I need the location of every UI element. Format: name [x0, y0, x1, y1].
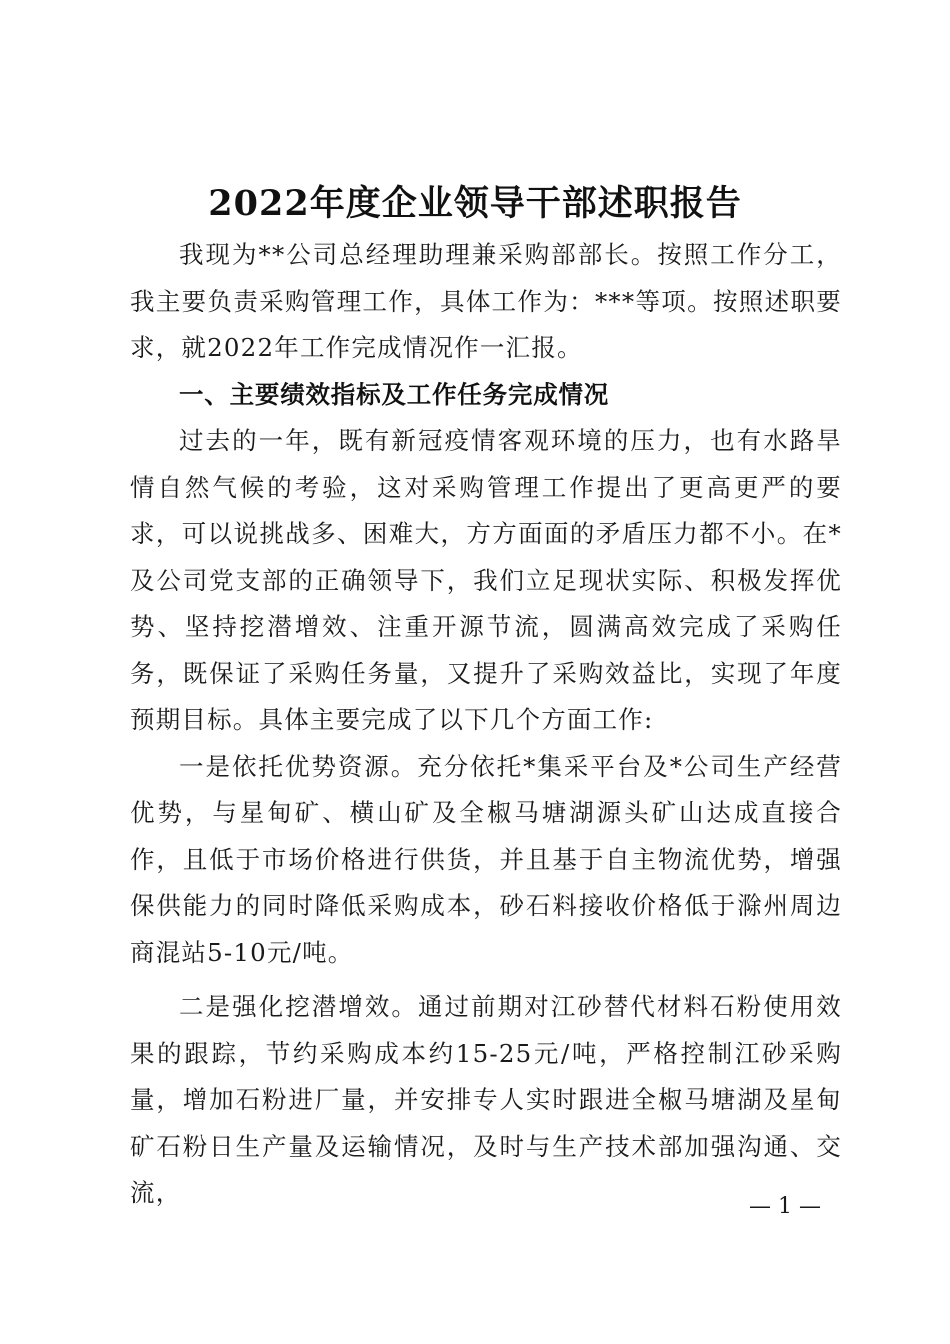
page-number: — 1 —	[749, 1194, 821, 1219]
section-heading: 一、主要绩效指标及工作任务完成情况	[179, 379, 610, 409]
intro-paragraph: 我现为**公司总经理助理兼采购部部长。按照工作分工，我主要负责采购管理工作，具体工作为：***等项。按照述职要求，就2022年工作完成情况作一汇报。	[130, 240, 842, 362]
body-paragraph: 过去的一年，既有新冠疫情客观环境的压力，也有水路旱情自然气候的考验，这对采购管理工作提出了更高更严的要求，可以说挑战多、困难大，方方面面的矛盾压力都不小。在*及公司党支部的正确领导下，我们立足现状实际、积极发挥优势、坚持挖潜增效、注重开源节流，圆满高效完成了采购任务，既保证了采购任务量，又提升了采购效益比，实现了年度预期目标。具体主要完成了以下几个方面工作:	[130, 426, 842, 734]
body-paragraph: 一是依托优势资源。充分依托*集采平台及*公司生产经营优势，与星甸矿、横山矿及全椒马塘湖源头矿山达成直接合作，且低于市场价格进行供货，并且基于自主物流优势，增强保供能力的同时降低采购成本，砂石料接收价格低于滁州周边商混站5-10元/吨。	[130, 751, 842, 967]
document-body	[130, 232, 842, 1217]
document-title: 2022年度企业领导干部述职报告	[208, 183, 742, 224]
body-paragraph: 二是强化挖潜增效。通过前期对江砂替代材料石粉使用效果的跟踪，节约采购成本约15-25元/吨，严格控制江砂采购量，增加石粉进厂量，并安排专人实时跟进全椒马塘湖及星甸矿石粉日生产量及运输情况，及时与生产技术部加强沟通、交流，	[130, 992, 842, 1207]
